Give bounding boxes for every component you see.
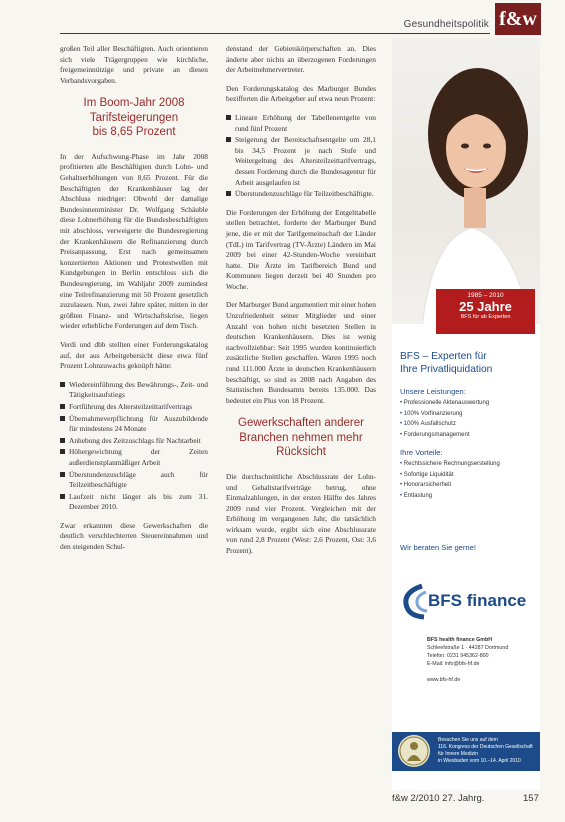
subheading-line: bis 8,65 Prozent [92,126,176,139]
paragraph: Der Marburger Bund argumentiert mit einer hohen Unzufriedenheit seiner Mitglieder und einer Anzahl von hohen nicht besetzten Stellen in deutschen Krankenhäusern. Dies ist wenig nachvollziehbar: Seit 1995 wurden kontinuierlich zusätzliche Stellen geschaffen. Waren 1995 noch rund 111.000 Ärzte in deutschen Krankenhäusern beschäftigt, so sind es 2008 nach Angaben des Statistischen Bundesamts bereits 135.000. Das bedeutet ein Plus von 18 Prozent. [226,300,376,405]
list-item: • 100% Vorfinanzierung [400,409,535,420]
list-item: • Sofortige Liquidität [400,470,535,481]
banner-line: 116. Kongress der Deutschen Gesellschaft [438,744,533,750]
benefits-label: Ihre Vorteile: [400,448,443,457]
paragraph: Die Forderungen der Erhöhung der Entgelttabelle stellen betrachtet, forderte der Marburger Bund jene, die er mit der Tarifgemeinschaft der Länder (TdL) im Tarifvertrag (TV-Ärzte) Ländern im Mai 2009 bei einer 42-Stunden-Woche vereinbart hatte. Die Ärzte im Tarifbereich Bund und Kommunen liegen derzeit bei 40 Stunden pro Woche. [226,207,376,291]
ad-headline-line: BFS – Experten für [400,351,487,362]
subheading [60,96,208,140]
demands-list [226,113,376,200]
list-item: • Honorarsicherheit [400,480,535,491]
header-rule [60,33,490,34]
congress-seal-icon [398,735,430,767]
congress-text [438,737,536,765]
address-line: BFS health finance GmbH [427,637,493,643]
list-item: Überstundenzuschläge für Teilzeitbeschäftigte. [226,189,376,200]
services-list [400,398,535,440]
list-item: • Entlastung [400,491,535,502]
portrait-illustration [392,38,540,324]
bfs-finance-logo [400,582,540,620]
page-number: 157 [523,793,539,804]
paragraph: Zwar erkannten diese Gewerkschaften die deutlich verschlechterten Steuereinnahmen und den steigenden Schul- [60,520,208,552]
paragraph: Die durchschnittliche Abschlussrate der Lohn- und Gehaltstarifverträge betrug, ohne Einmalzahlungen, in der ersten Hälfte des Jahres 2009 rund vier Prozent. Vergleichen mit der Erhöhung im vergangenen Jahr, die tatsächlich wirksam wurde, ergibt sich eine Abschlussrate von rund 2,8 Prozent (West: 2,6 Prozent, Ost: 3,6 Prozent). [226,471,376,556]
list-item: Fortführung des Altersteilzeittarifvertrags [60,402,208,413]
bfs-address [427,636,537,684]
list-item: Übernahmeverpflichtung für Auszubildende für mindestens 24 Monate [60,414,208,435]
article-column-2 [226,44,376,565]
list-item: • 100% Ausfallschutz [400,419,535,430]
paragraph: großen Teil aller Beschäftigten. Auch orientieren sich viele Trägergruppen wie kirchliche, freigemeinnützige und private an diesen Verbandsvorgaben. [60,44,208,85]
banner-line: Besuchen Sie uns auf dem [438,737,498,743]
ad-call-to-action: Wir beraten Sie gerne! [400,543,476,552]
anniversary-badge [436,289,535,334]
magazine-logo: f&w [495,3,541,35]
paragraph: In der Aufschwung-Phase im Jahr 2008 profitierten alle Beschäftigten durch Lohn- und Gehaltserhöhungen von 8,65 Prozent. Für die Beschäftigten der Krankenhäuser lag der Abschluss niedriger: Obwohl der damalige Bundesinnenminister Dr. Wolfgang Schäuble diese Lohnerhöhung für die Bundesbeschäftigten mit abschloss, verweigerte die Bundesregierung der Krankenhäusern die Refinanzierung durch Preisanpassung. Erst nach gemeinsamen konzertierten Aktionen und Protestwellen mit Kundgebungen in Berlin entschloss sich die Bundesregierung, im Wahljahr 2009 zumindest eine Teilrefinanzierung mit 50 Prozent gesetzlich zuzulassen. Nun, zwei Jahre später, mitten in der größten Finanz- und Wirtschaftskrise, liegen wieder erhebliche Forderungen auf dem Tisch. [60,151,208,331]
ad-headline-line: Ihre Privatliquidation [400,364,493,375]
issue-info: f&w 2/2010 27. Jahrg. [392,793,485,804]
anniversary-years: 1985 – 2010 [467,292,504,299]
list-item: • Rechtssichere Rechnungserstellung [400,459,535,470]
subheading-line: Rücksicht [276,446,326,459]
paragraph: denstand der Gebietskörperschaften an. Dies änderte aber nichts an überzogenen Forderungen der Arbeitnehmervertreter. [226,44,376,75]
benefits-list [400,459,535,501]
list-item: Wiedereinführung des Bewährungs-, Zeit- und Tätigkeitsaufstiegs [60,380,208,401]
list-item: Anhebung des Zeitzuschlags für Nachtarbeit [60,436,208,447]
list-item: Lineare Erhöhung der Tabellenentgelte von rund fünf Prozent [226,113,376,134]
list-item: Steigerung der Bereitschaftsentgelte um 28,1 bis 34,5 Prozent je nach Stufe und Weitergeltung des Altersteilzeittarifvertrags, dessen Forderung durch die Bundesagentur für Arbeit ausgelaufen ist [226,135,376,188]
address-line: Telefon: 0231 945362-800 [427,653,489,659]
anniversary-subtitle: BFS für ab Experten [460,314,511,320]
anniversary-title: 25 Jahre [459,299,512,314]
list-item: • Forderungsmanagement [400,430,535,441]
subheading-line: Gewerkschaften anderer [238,417,364,430]
subheading-line: Im Boom-Jahr 2008 [83,97,185,110]
congress-banner [392,732,540,771]
paragraph: Verdi und dbb stellten einer Forderungskatalog auf, der aus Arbeitgebersicht diese etwa fünf Prozent Lohnzuwachs geknüpft hätte: [60,339,208,371]
subheading-line: Tarifsteigerungen [89,111,179,124]
section-title: Gesundheitspolitik [403,19,489,30]
ad-photo-woman [392,38,540,324]
ad-headline [400,350,535,501]
paragraph: Den Forderungskatalog des Marburger Bundes bezifferten die Arbeitgeber auf etwa neun Prozent: [226,83,376,104]
banner-line: für Innere Medizin [438,751,479,757]
banner-line: in Wiesbaden vom 10.–14. April 2010 [438,758,521,764]
address-line: Schleefstraße 1 · 44287 Dortmund [427,645,509,651]
list-item: Laufzeit nicht länger als bis zum 31. Dezember 2010. [60,492,208,513]
subheading-line: Branchen nehmen mehr [239,431,363,444]
list-item: • Professionelle Aktenauswertung [400,398,535,409]
website: www.bfs-hf.de [427,677,461,683]
address-line: E-Mail: info@bfs-hf.de [427,661,480,667]
list-item: Überstundenzuschläge auch für Teilzeitbeschäftigte [60,470,208,491]
bfs-brand-name: BFS finance [428,591,527,610]
list-item: Höhergewichtung der Zeiten außerdienstplanmäßiger Arbeit [60,447,208,468]
services-label: Unsere Leistungen: [400,387,466,396]
subheading [226,416,376,460]
demands-list [60,380,208,513]
article-column-1 [60,44,208,561]
